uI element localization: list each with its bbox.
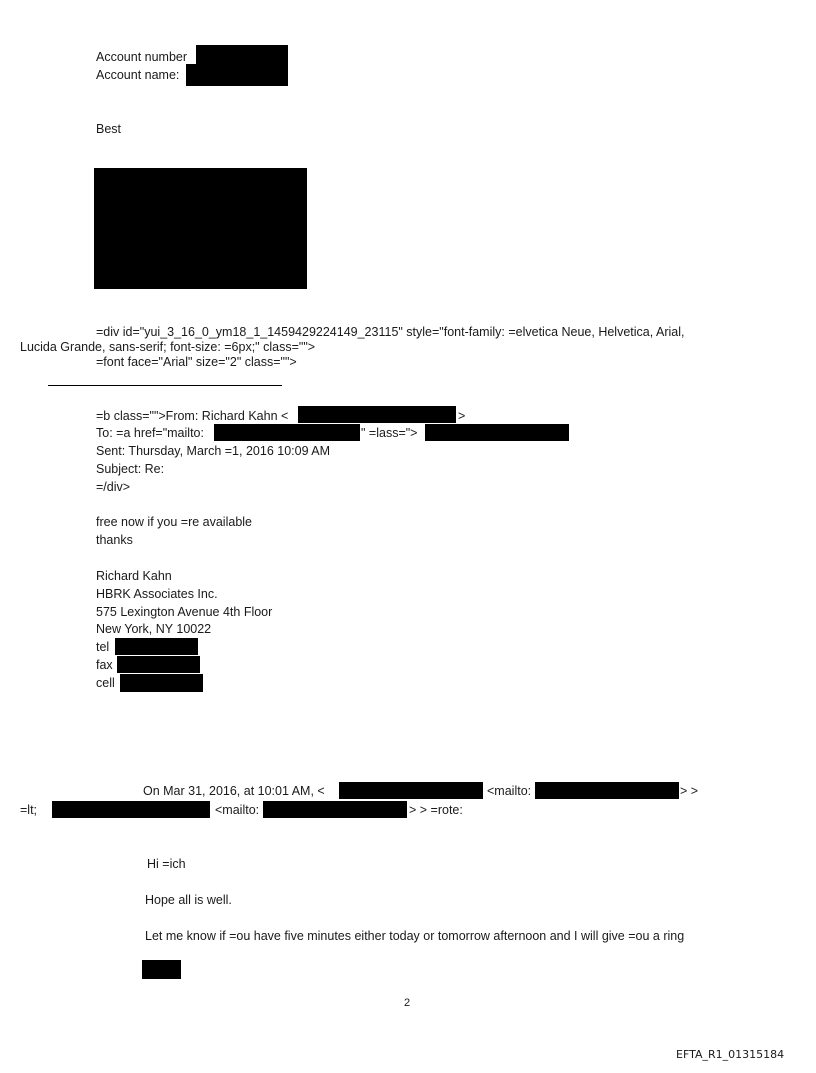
quoted-mailto-open-2: <mailto: — [215, 803, 260, 817]
header-subject: Subject: Re: — [96, 462, 165, 476]
html-residue-div-line: =div id="yui_3_16_0_ym18_1_1459429224149_23115" style="font-family: =elvetica Neue, Helvetica, Arial, — [96, 325, 685, 339]
signature-fax-label: fax — [96, 658, 113, 672]
account-number-label: Account number — [96, 50, 188, 64]
redaction-account-number — [196, 45, 288, 65]
quoted-mailto-open: <mailto: — [487, 784, 532, 798]
redaction-quoted-mailto-2 — [263, 801, 407, 818]
redaction-quoted-sender — [339, 782, 483, 799]
redaction-quoted-mailto — [535, 782, 679, 799]
quoted-header-prefix: On Mar 31, 2016, at 10:01 AM, < — [143, 784, 325, 798]
signature-tel-label: tel — [96, 640, 110, 654]
closing-text: Best — [96, 122, 122, 136]
page-number: 2 — [404, 997, 411, 1009]
header-div-close: =/div> — [96, 480, 131, 494]
redaction-signature-block — [94, 168, 307, 289]
body-line-2: thanks — [96, 533, 133, 547]
html-residue-div-line-cont: Lucida Grande, sans-serif; font-size: =6px;" class=""> — [20, 340, 316, 354]
signature-name: Richard Kahn — [96, 569, 172, 583]
account-name-label: Account name: — [96, 68, 180, 82]
header-to-prefix: To: =a href="mailto: — [96, 426, 204, 440]
redaction-tel — [115, 638, 198, 655]
redaction-quoted-sender-2 — [52, 801, 210, 818]
redaction-to-display — [425, 424, 569, 441]
bates-number: EFTA_R1_01315184 — [676, 1048, 785, 1061]
html-residue-font-line: =font face="Arial" size="2" class=""> — [96, 355, 297, 369]
redaction-to-mailto — [214, 424, 360, 441]
redaction-quoted-signoff — [142, 960, 181, 979]
quoted-body-line-2: Let me know if =ou have five minutes either today or tomorrow afternoon and I will give =ou a ring — [145, 929, 685, 943]
header-from-suffix: > — [458, 409, 466, 423]
signature-cell-label: cell — [96, 676, 115, 690]
header-to-middle: " =lass="> — [361, 426, 418, 440]
signature-address-2: New York, NY 10022 — [96, 622, 212, 636]
separator-rule — [48, 385, 282, 386]
header-sent: Sent: Thursday, March =1, 2016 10:09 AM — [96, 444, 331, 458]
signature-company: HBRK Associates Inc. — [96, 587, 218, 601]
quoted-line2-suffix: > > =rote: — [409, 803, 463, 817]
redaction-fax — [117, 656, 200, 673]
body-line-1: free now if you =re available — [96, 515, 252, 529]
redaction-account-name — [186, 64, 288, 86]
quoted-line2-prefix: =lt; — [20, 803, 38, 817]
quoted-close: > > — [680, 784, 699, 798]
redaction-from-email — [298, 406, 456, 423]
redaction-cell — [120, 674, 203, 692]
quoted-greeting: Hi =ich — [147, 857, 186, 871]
signature-address-1: 575 Lexington Avenue 4th Floor — [96, 605, 273, 619]
quoted-body-line-1: Hope all is well. — [145, 893, 232, 907]
header-from-prefix: =b class="">From: Richard Kahn < — [96, 409, 289, 423]
